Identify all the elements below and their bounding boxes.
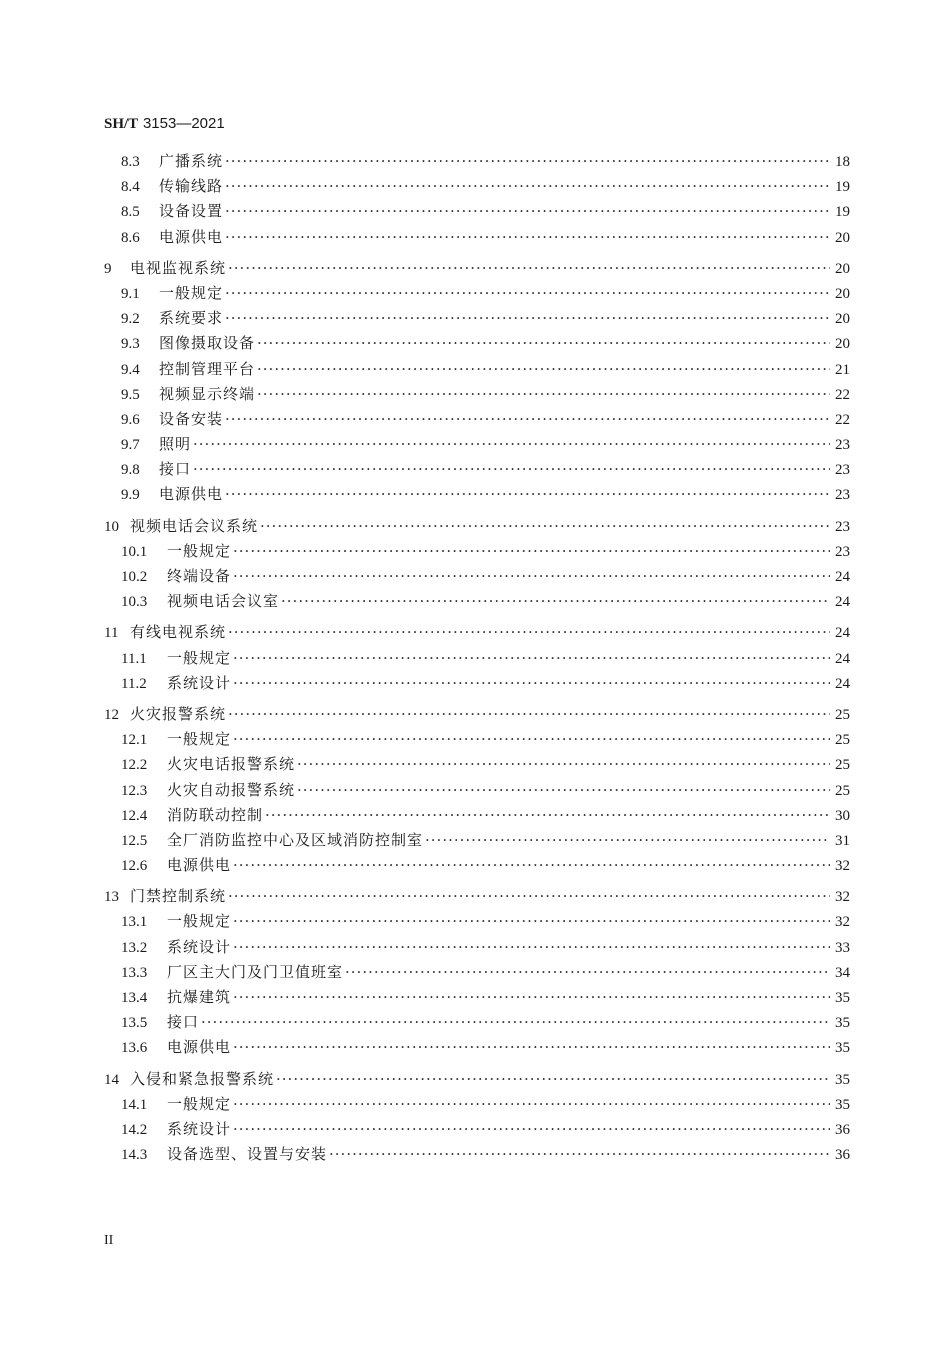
toc-entry-page: 35 <box>835 1096 850 1113</box>
toc-entry-title: 系统设计 <box>167 673 232 692</box>
toc-entry-title: 全厂消防监控中心及区域消防控制室 <box>167 830 424 849</box>
toc-section-entry[interactable] <box>104 433 850 458</box>
toc-entry-page: 22 <box>835 411 850 428</box>
toc-leader-dots <box>329 1145 830 1163</box>
toc-section-entry[interactable] <box>104 200 850 225</box>
toc-leader-dots <box>225 202 830 220</box>
toc-entry-page: 32 <box>835 889 850 906</box>
toc-leader-dots <box>225 410 830 428</box>
toc-section-entry[interactable] <box>104 175 850 200</box>
toc-leader-dots <box>345 963 830 981</box>
toc-section-entry[interactable] <box>104 1011 850 1036</box>
toc-section-entry[interactable] <box>104 804 850 829</box>
toc-entry-number: 12.3 <box>121 782 148 799</box>
toc-entry-title: 设备设置 <box>159 202 224 221</box>
toc-entry-page: 23 <box>835 437 850 454</box>
toc-section-entry[interactable] <box>104 1093 850 1118</box>
toc-entry-number: 12.1 <box>121 732 148 749</box>
toc-entry-title: 传输线路 <box>159 177 224 196</box>
toc-entry-title: 电源供电 <box>159 227 224 246</box>
toc-entry-page: 35 <box>835 990 850 1006</box>
toc-entry-page: 35 <box>835 1071 850 1088</box>
toc-entry-number: 14.3 <box>121 1147 148 1164</box>
toc-section-entry[interactable] <box>104 910 850 935</box>
toc-entry-number: 13.3 <box>121 964 148 981</box>
toc-entry-number: 12.6 <box>121 858 148 875</box>
toc-chapter-entry[interactable] <box>104 1068 850 1093</box>
toc-entry-number: 10.3 <box>121 594 148 611</box>
toc-entry-page: 20 <box>835 285 850 302</box>
toc-entry-number: 13.1 <box>121 914 148 931</box>
standard-code-prefix: SH/T <box>104 116 139 132</box>
toc-leader-dots <box>193 460 830 478</box>
toc-entry-title: 图像摄取设备 <box>159 334 256 353</box>
toc-entry-number: 9.7 <box>121 437 140 454</box>
toc-leader-dots <box>297 755 830 773</box>
toc-entry-page: 19 <box>835 204 850 221</box>
toc-entry-title: 厂区主大门及门卫值班室 <box>167 962 344 981</box>
toc-entry-page: 24 <box>835 569 850 585</box>
toc-section-entry[interactable] <box>104 1143 850 1168</box>
toc-chapter-entry[interactable] <box>104 885 850 910</box>
toc-entry-page: 25 <box>835 782 850 799</box>
toc-entry-page: 30 <box>835 807 850 824</box>
table-of-contents <box>104 150 850 1168</box>
toc-entry-title: 有线电视系统 <box>130 623 227 642</box>
toc-entry-number: 8.3 <box>121 154 140 170</box>
toc-leader-dots <box>425 831 830 849</box>
toc-entry-number: 13.5 <box>121 1015 148 1032</box>
toc-section-entry[interactable] <box>104 282 850 307</box>
toc-leader-dots <box>257 334 830 352</box>
toc-entry-number: 12.5 <box>121 832 148 849</box>
toc-chapter-entry[interactable] <box>104 621 850 646</box>
standard-code-number: 3153—2021 <box>142 115 225 132</box>
toc-chapter-entry[interactable] <box>104 257 850 282</box>
toc-leader-dots <box>233 856 830 874</box>
toc-leader-dots <box>228 887 830 905</box>
toc-entry-page: 25 <box>835 757 850 774</box>
toc-entry-title: 火灾电话报警系统 <box>167 755 296 774</box>
toc-entry-number: 11 <box>104 625 119 642</box>
toc-entry-title: 广播系统 <box>159 152 224 170</box>
toc-leader-dots <box>260 517 830 535</box>
toc-entry-title: 设备选型、设置与安装 <box>167 1145 328 1164</box>
toc-entry-page: 23 <box>835 462 850 479</box>
toc-entry-number: 9.4 <box>121 361 140 378</box>
toc-entry-title: 控制管理平台 <box>159 359 256 378</box>
toc-entry-title: 一般规定 <box>159 283 224 302</box>
toc-entry-title: 入侵和紧急报警系统 <box>130 1069 275 1088</box>
toc-section-entry[interactable] <box>104 565 850 590</box>
toc-entry-page: 25 <box>835 732 850 749</box>
toc-entry-number: 13.4 <box>121 990 148 1006</box>
toc-entry-page: 22 <box>835 386 850 403</box>
toc-entry-number: 9 <box>104 260 112 277</box>
toc-entry-page: 32 <box>835 914 850 931</box>
toc-section-entry[interactable] <box>104 590 850 615</box>
toc-leader-dots <box>228 705 830 723</box>
toc-section-entry[interactable] <box>104 332 850 357</box>
toc-entry-page: 24 <box>835 675 850 692</box>
toc-leader-dots <box>233 938 830 956</box>
toc-section-entry[interactable] <box>104 854 850 879</box>
toc-leader-dots <box>233 988 830 1006</box>
toc-entry-page: 34 <box>835 964 850 981</box>
toc-section-entry[interactable] <box>104 383 850 408</box>
toc-entry-page: 24 <box>835 594 850 611</box>
toc-section-entry[interactable] <box>104 961 850 986</box>
toc-entry-title: 电源供电 <box>167 1038 232 1057</box>
toc-entry-page: 23 <box>835 487 850 504</box>
toc-leader-dots <box>233 730 830 748</box>
toc-entry-page: 35 <box>835 1015 850 1032</box>
toc-entry-number: 13.6 <box>121 1040 148 1057</box>
toc-entry-number: 12.2 <box>121 757 148 774</box>
toc-entry-page: 35 <box>835 1040 850 1057</box>
toc-entry-number: 8.6 <box>121 229 140 246</box>
toc-entry-title: 抗爆建筑 <box>167 988 232 1006</box>
toc-entry-page: 20 <box>835 260 850 277</box>
toc-entry-title: 视频显示终端 <box>159 384 256 403</box>
toc-entry-number: 11.2 <box>121 675 147 692</box>
toc-entry-number: 9.8 <box>121 462 140 479</box>
toc-leader-dots <box>233 1038 830 1056</box>
toc-leader-dots <box>257 360 830 378</box>
toc-leader-dots <box>225 177 830 195</box>
toc-leader-dots <box>233 1120 830 1138</box>
toc-entry-page: 32 <box>835 858 850 875</box>
toc-entry-page: 20 <box>835 311 850 328</box>
toc-entry-number: 10 <box>104 518 119 535</box>
toc-entry-page: 24 <box>835 650 850 667</box>
toc-entry-title: 系统设计 <box>167 1119 232 1138</box>
toc-section-entry[interactable] <box>104 1036 850 1061</box>
toc-entry-number: 9.5 <box>121 386 140 403</box>
toc-leader-dots <box>225 228 830 246</box>
toc-chapter-entry[interactable] <box>104 703 850 728</box>
toc-entry-page: 36 <box>835 1147 850 1164</box>
toc-entry-title: 系统设计 <box>167 937 232 956</box>
toc-leader-dots <box>233 649 830 667</box>
toc-entry-title: 设备安装 <box>159 409 224 428</box>
toc-entry-title: 火灾报警系统 <box>130 704 227 723</box>
toc-section-entry[interactable] <box>104 540 850 565</box>
toc-entry-page: 20 <box>835 229 850 246</box>
toc-entry-number: 14.1 <box>121 1096 148 1113</box>
toc-entry-number: 10.2 <box>121 569 148 585</box>
toc-section-entry[interactable] <box>104 672 850 697</box>
toc-section-entry[interactable] <box>104 408 850 433</box>
toc-entry-title: 系统要求 <box>159 309 224 328</box>
toc-entry-title: 接口 <box>167 1013 200 1032</box>
toc-entry-page: 33 <box>835 939 850 956</box>
toc-entry-number: 9.9 <box>121 487 140 504</box>
toc-entry-number: 9.1 <box>121 285 140 302</box>
toc-entry-title: 一般规定 <box>167 730 232 749</box>
toc-entry-title: 电源供电 <box>167 856 232 875</box>
toc-entry-page: 23 <box>835 518 850 535</box>
toc-section-entry[interactable] <box>104 458 850 483</box>
toc-entry-number: 8.4 <box>121 179 140 196</box>
toc-entry-title: 终端设备 <box>167 567 232 585</box>
toc-section-entry[interactable] <box>104 829 850 854</box>
toc-leader-dots <box>233 542 830 560</box>
toc-entry-number: 9.2 <box>121 311 140 328</box>
toc-entry-number: 13.2 <box>121 939 148 956</box>
toc-section-entry[interactable] <box>104 936 850 961</box>
toc-entry-title: 一般规定 <box>167 648 232 667</box>
toc-section-entry[interactable] <box>104 483 850 508</box>
toc-leader-dots <box>225 485 830 503</box>
toc-leader-dots <box>233 912 830 930</box>
toc-entry-page: 23 <box>835 543 850 560</box>
toc-leader-dots <box>265 806 830 824</box>
toc-entry-number: 10.1 <box>121 543 148 560</box>
toc-leader-dots <box>201 1013 830 1031</box>
toc-entry-title: 电视监视系统 <box>130 258 227 277</box>
toc-entry-title: 门禁控制系统 <box>130 887 227 906</box>
toc-entry-title: 一般规定 <box>167 541 232 560</box>
toc-entry-page: 31 <box>835 832 850 849</box>
toc-entry-number: 9.6 <box>121 411 140 428</box>
toc-leader-dots <box>297 781 830 799</box>
toc-entry-title: 视频电话会议室 <box>167 592 280 611</box>
toc-entry-number: 9.3 <box>121 336 140 353</box>
toc-entry-page: 24 <box>835 625 850 642</box>
toc-entry-page: 19 <box>835 179 850 196</box>
toc-entry-page: 21 <box>835 361 850 378</box>
toc-leader-dots <box>225 152 830 170</box>
toc-section-entry[interactable] <box>104 728 850 753</box>
toc-section-entry[interactable] <box>104 226 850 251</box>
toc-leader-dots <box>228 259 830 277</box>
toc-leader-dots <box>257 385 830 403</box>
document-header <box>104 114 225 133</box>
toc-entry-number: 11.1 <box>121 650 147 667</box>
toc-entry-title: 一般规定 <box>167 912 232 931</box>
toc-entry-page: 36 <box>835 1121 850 1138</box>
toc-entry-page: 18 <box>835 154 850 170</box>
toc-section-entry[interactable] <box>104 753 850 778</box>
toc-entry-number: 8.5 <box>121 204 140 221</box>
toc-leader-dots <box>228 623 830 641</box>
toc-leader-dots <box>225 309 830 327</box>
toc-entry-title: 火灾自动报警系统 <box>167 780 296 799</box>
toc-section-entry[interactable] <box>104 647 850 672</box>
toc-leader-dots <box>233 1095 830 1113</box>
toc-leader-dots <box>193 435 830 453</box>
toc-entry-title: 接口 <box>159 460 192 479</box>
toc-section-entry[interactable] <box>104 779 850 804</box>
toc-entry-title: 电源供电 <box>159 485 224 504</box>
toc-leader-dots <box>233 567 830 585</box>
toc-section-entry[interactable] <box>104 307 850 332</box>
toc-leader-dots <box>225 284 830 302</box>
toc-chapter-entry[interactable] <box>104 515 850 540</box>
toc-entry-title: 视频电话会议系统 <box>130 516 259 535</box>
toc-section-entry[interactable] <box>104 358 850 383</box>
toc-section-entry[interactable] <box>104 986 850 1011</box>
toc-entry-number: 12 <box>104 706 119 723</box>
toc-entry-number: 12.4 <box>121 807 148 824</box>
toc-section-entry[interactable] <box>104 150 850 175</box>
toc-leader-dots <box>276 1070 830 1088</box>
toc-entry-number: 13 <box>104 889 119 906</box>
toc-entry-title: 一般规定 <box>167 1094 232 1113</box>
toc-entry-page: 20 <box>835 336 850 353</box>
toc-entry-number: 14.2 <box>121 1121 148 1138</box>
toc-entry-title: 照明 <box>159 435 192 454</box>
toc-entry-page: 25 <box>835 706 850 723</box>
toc-leader-dots <box>233 674 830 692</box>
toc-leader-dots <box>281 592 830 610</box>
page-number: II <box>104 1233 114 1248</box>
toc-entry-number: 14 <box>104 1071 119 1088</box>
toc-entry-title: 消防联动控制 <box>167 805 264 824</box>
toc-section-entry[interactable] <box>104 1118 850 1143</box>
